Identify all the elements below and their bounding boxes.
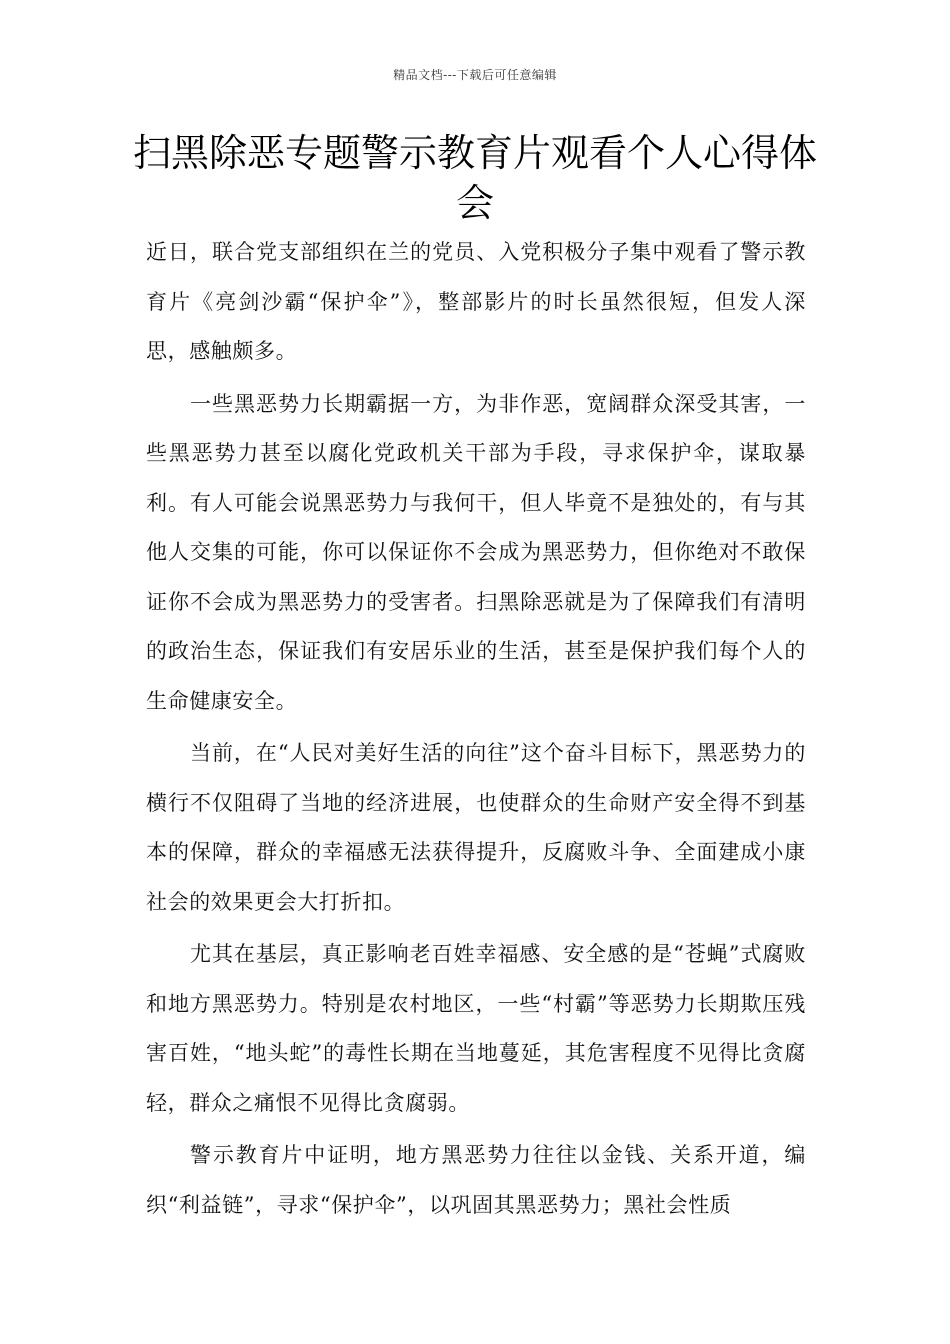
paragraph-4: 尤其在基层，真正影响老百姓幸福感、安全感的是“苍蝇”式腐败和地方黑恶势力。特别是农村地区，一些“村霸”等恶势力长期欺压残害百姓，“地头蛇”的毒性长期在当地蔓延，其危害程度不见得比贪腐轻，群众之痛恨不见得比贪腐弱。 <box>146 942 806 1115</box>
paragraph-2: 一些黑恶势力长期霸据一方，为非作恶，宽阔群众深受其害，一些黑恶势力甚至以腐化党政机关干部为手段，寻求保护伞，谋取暴利。有人可能会说黑恶势力与我何干，但人毕竟不是独处的，有与其他人交集的可能，你可以保证你不会成为黑恶势力，但你绝对不敢保证你不会成为黑恶势力的受害者。扫黑除恶就是为了保障我们有清明的政治生态，保证我们有安居乐业的生活，甚至是保护我们每个人的生命健康安全。 <box>146 391 806 713</box>
document-body <box>146 228 806 1233</box>
paragraph-5: 警示教育片中证明，地方黑恶势力往往以金钱、关系开道，编织“利益链”，寻求“保护伞”，以巩固其黑恶势力；黑社会性质 <box>146 1143 806 1217</box>
paragraph-1: 近日，联合党支部组织在兰的党员、入党积极分子集中观看了警示教育片《亮剑沙霸“保护伞”》，整部影片的时长虽然很短，但发人深思，感触颇多。 <box>146 240 806 363</box>
document-title: 扫黑除恶专题警示教育片观看个人心得体会 <box>132 131 817 225</box>
paragraph-3: 当前，在“人民对美好生活的向往”这个奋斗目标下，黑恶势力的横行不仅阻碍了当地的经济进展，也使群众的生命财产安全得不到基本的保障，群众的幸福感无法获得提升，反腐败斗争、全面建成小康社会的效果更会大打折扣。 <box>146 741 806 914</box>
header-note: 精品文档---下载后可任意编辑 <box>393 68 557 82</box>
